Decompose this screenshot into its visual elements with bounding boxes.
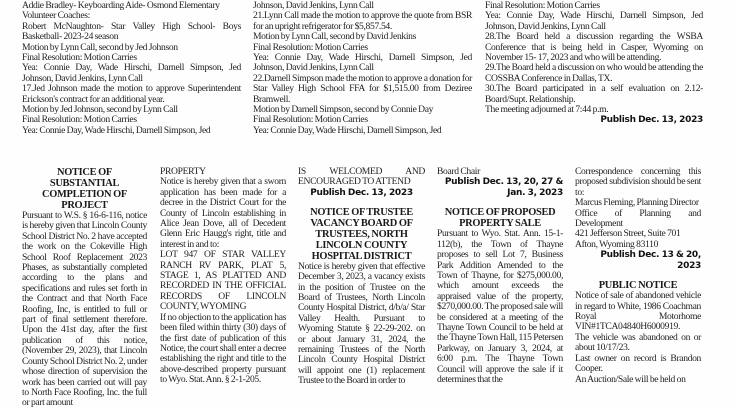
paragraph: 30.The Board participated in a self evaluation on 2.12- Board/Supt. Relationship. (485, 83, 703, 105)
paragraph: Pursuant to Wyo. Stat. Ann. 15-1-112(b), the Town of Thayne proposes to sell Lot 7, Business Park Addition Amended to the Town of Thayne, for $275,000.00, which amount exceeds the appraised value of the property, $270,000.00. The proposed sale will be considered at a meeting of the Thayne Town Council to be held at the Thayne Town Hall, 115 Petersen Parkway, on January 3, 2024, at 6:00 p.m. The Thayne Town Council will approve the sale if it determines that the (437, 228, 563, 386)
paragraph: Volunteer Coaches: (22, 10, 90, 22)
paragraph: Final Resolution: Motion Carries (22, 52, 137, 64)
paragraph: Final Resolution: Motion Carries (485, 0, 600, 11)
paragraph: Yea: Connie Day, Wade Hirschi, Darnell Simpson, Jed Johnson, David Jenkins, Lynn Call (485, 10, 703, 32)
bottom-column-1 (22, 167, 147, 409)
paragraph: PROPERTY (160, 166, 206, 177)
paragraph: IS WELCOMED AND ENCOURAGED TO ATTEND (298, 166, 425, 188)
paragraph: Yea: Connie Day, Wade Hirschi, Darnell Simpson, Jed (22, 124, 211, 136)
paragraph: The vehicle was abandoned on or about 10/17/23. (575, 331, 701, 354)
paragraph: Johnson, David Jenkins, Lynn Call (253, 0, 374, 11)
paragraph: Yea: Connie Day, Wade Hirschi, Darnell Simpson, Jed Johnson, David Jenkins, Lynn Call (253, 52, 472, 74)
paragraph: Motion by Lynn Call, second by Jed Johnson (22, 41, 178, 53)
paragraph: Last owner on record is Brandon Cooper. (575, 352, 701, 375)
paragraph: Office of Planning and Development (575, 207, 701, 230)
bottom-column-2 (160, 167, 286, 386)
publish-date: Publish Dec. 13, 2023 (600, 115, 703, 126)
paragraph: An Auction/Sale will be held on (575, 373, 686, 385)
paragraph: Notice is hereby given that effective December 3, 2023, a vacancy exists in the position of Trustee on the Board of Trustees, North Lincoln County Hospital District, d/b/a/ Star Valley Health. Pursuant to Wyoming Statute § 22-29-202. on or about January 31, 2024, the remaining Trustees of the North Lincoln County Hospital District will appoint one (1) replacement Trustee to the Board in order to (298, 260, 425, 387)
top-column-2 (253, 1, 472, 136)
publish-date: Publish Dec. 13, 20, 27 & Jan. 3, 2023 (444, 177, 563, 199)
paragraph: Pursuant to W.S. § 16-6-116, notice is hereby given that Lincoln County School District No. 2 have accepted the work on the Cokeville High School Roof Replacement 2023 Phases, as substantially completed according to the plans and specifications and rules set forth in the Contract and that North Face Roofing, Inc, is entitled to full or part of final settlement therefore. Upon the 41st day, after the first publication of this notice, (November 29, 2023), that Lincoln County School District No. 2, under whose direction of supervision the work has been carried out will pay to North Face Roofing, Inc. the full or part amount (22, 210, 147, 409)
paragraph: Board Chair (437, 166, 480, 177)
bottom-column-5 (575, 167, 701, 385)
notice-heading: NOTICE OF TRUSTEE VACANCY BOARD OF TRUSTEES, NORTH LINCOLN COUNTY HOSPITAL DISTRICT (310, 206, 413, 262)
spacer (575, 272, 701, 280)
paragraph: Yea: Connie Day, Wade Hirschi, Darnell Simpson, Jed Johnson, David Jenkins, Lynn Call (22, 62, 241, 84)
paragraph: 28.The Board held a discussion regarding the WSBA Conference that is being held in Casper, Wyoming on November 15- 17, 2023 and who will be attending. (485, 31, 703, 64)
spacer (437, 199, 563, 207)
bottom-column-4 (437, 167, 563, 386)
publish-date: Publish Dec. 13 & 20, 2023 (600, 250, 701, 272)
paragraph: Final Resolution: Motion Carries (22, 114, 137, 126)
notice-heading: NOTICE OF SUBSTANTIAL COMPLETION OF PROJECT (42, 167, 127, 211)
top-column-3 (485, 1, 703, 126)
paragraph: Notice is hereby given that a sworn application has been made for a decree in the District Court for the County of Lincoln establishing in Alice Jean Dove, all of Decedent Glenn Eric Haugg's right, title and interest in and to: (160, 176, 286, 250)
paragraph: 22.Darnell Simpson made the motion to approve a donation for Star Valley High School FFA for $1,515.00 from Deziree Bramwell. (253, 72, 472, 105)
paragraph: Motion by Darnell Simpson, second by Connie Day (253, 104, 434, 116)
paragraph: The meeting adjourned at 7:44 p.m. (485, 104, 609, 116)
paragraph: Final Resolution: Motion Carries (253, 41, 368, 53)
paragraph: Marcus Fleming, Planning Director (575, 197, 699, 209)
paragraph: Yea: Connie Day, Wade Hirschi, Darnell Simpson, Jed (253, 124, 442, 136)
paragraph: LOT 947 OF STAR VALLEY RANCH RV PARK, PLAT 5, STAGE 1, AS PLATTED AND RECORDED IN THE OFFICIAL RECORDS OF LINCOLN COUNTY, WYOMING (160, 249, 286, 313)
paragraph: Robert McNaughton- Star Valley High School- Boys Basketball- 2023-24 season (22, 20, 241, 43)
notice-heading: NOTICE OF PROPOSED PROPERTY SALE (444, 207, 556, 230)
paragraph: If no objection to the application has been filed within thirty (30) days of the first date of publication of this Notice, the court shall enter a decree establishing the right and title to the above-described property pursuant to Wyo. Stat. Ann. § 2-1-205. (160, 311, 286, 386)
paragraph: 21.Lynn Call made the motion to approve the quote from BSR for an upright refrigerator for $5,857.54. (253, 10, 472, 32)
notice-heading: PUBLIC NOTICE (598, 280, 678, 292)
paragraph: Addie Bradley- Keyboarding Aide- Osmond Elementary (22, 0, 220, 11)
spacer (298, 199, 425, 207)
paragraph: Motion by Lynn Call, second by David Jenkins (253, 31, 417, 43)
paragraph: Afton, Wyoming 83110 (575, 238, 659, 250)
paragraph: 421 Jefferson Street, Suite 701 (575, 228, 681, 240)
paragraph: Correspondence concerning this proposed subdivision should be sent to: (575, 166, 701, 198)
paragraph: 29.The Board held a discussion on who would be attending the COSSBA Conference in Dallas, TX. (485, 62, 703, 84)
paragraph: Notice of sale of abandoned vehicle in regard to White, 1986 Coachman Royal Motorhome VIN#1TCA04840H6000919. (575, 290, 701, 333)
top-column-1 (22, 1, 241, 136)
paragraph: Final Resolution: Motion Carries (253, 114, 368, 126)
paragraph: Motion by Jed Johnson, second by Lynn Call (22, 104, 178, 116)
paragraph: 17.Jed Johnson made the motion to approve Superintendent Erickson's contract for an additional year. (22, 83, 241, 105)
publish-date: Publish Dec. 13, 2023 (310, 187, 413, 198)
bottom-column-3 (298, 167, 425, 387)
